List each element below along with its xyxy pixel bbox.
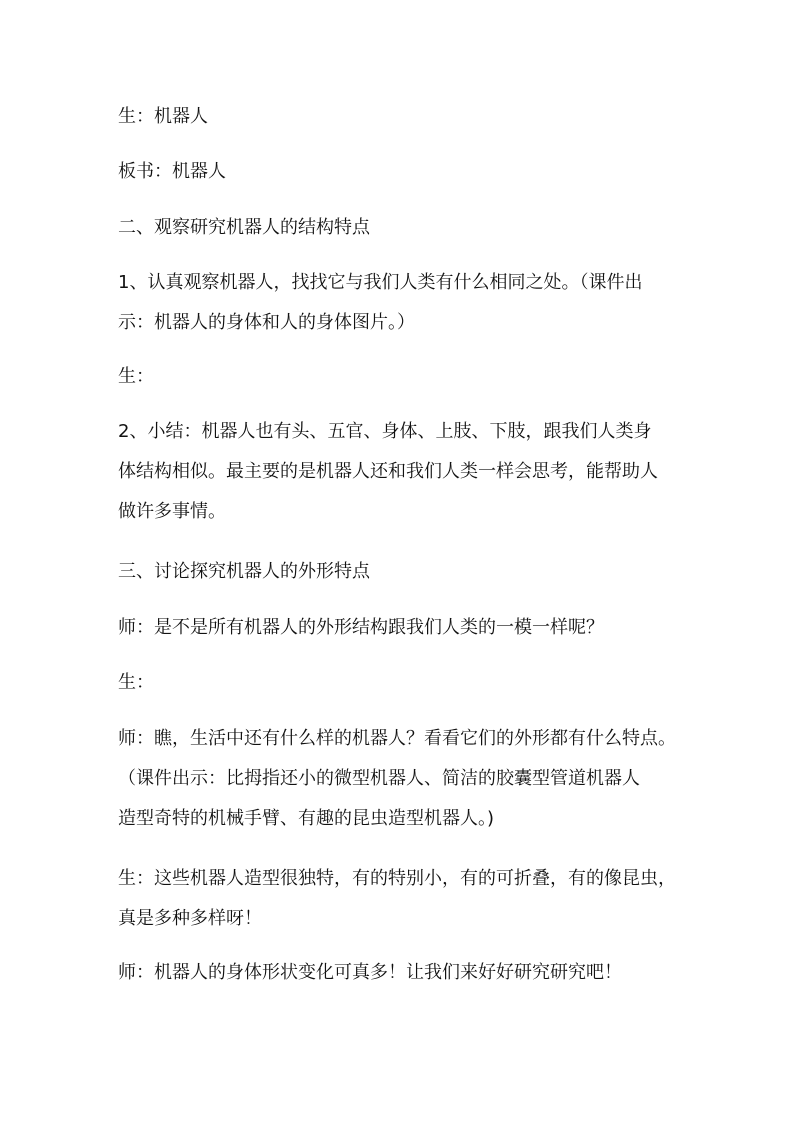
paragraph-student-answer-4 xyxy=(118,859,688,939)
text-line: 板书：机器人 xyxy=(118,161,226,182)
paragraph-teacher-question xyxy=(118,608,688,648)
text-line: 师：是不是所有机器人的外形结构跟我们人类的一模一样呢？ xyxy=(118,617,604,638)
text-line: 造型奇特的机械手臂、有趣的昆虫造型机器人。) xyxy=(118,808,495,829)
heading-section-2 xyxy=(118,208,688,248)
text-line: 生：机器人 xyxy=(118,106,208,127)
text-line: 示：机器人的身体和人的身体图片。） xyxy=(118,312,415,333)
text-line: 二、观察研究机器人的结构特点 xyxy=(118,217,370,238)
text-line: 生： xyxy=(118,672,154,693)
paragraph-teacher-conclusion xyxy=(118,953,688,993)
text-line: 真是多种多样呀！ xyxy=(118,908,262,929)
paragraph-summary xyxy=(118,412,688,532)
text-line: 做许多事情。 xyxy=(118,501,226,522)
text-line: 生：这些机器人造型很独特，有的特别小，有的可折叠，有的像昆虫， xyxy=(118,868,676,889)
text-line: 师：机器人的身体形状变化可真多！让我们来好好研究研究吧！ xyxy=(118,962,622,983)
text-line: 生： xyxy=(118,366,154,387)
paragraph-teacher-prompt xyxy=(118,719,688,839)
heading-section-3 xyxy=(118,552,688,592)
text-line: 2、小结：机器人也有头、五官、身体、上肢、下肢，跟我们人类身 xyxy=(118,421,652,442)
paragraph-student-answer-3 xyxy=(118,663,688,703)
text-line: 师：瞧，生活中还有什么样的机器人？看看它们的外形都有什么特点。 xyxy=(118,728,676,749)
text-line: 体结构相似。最主要的是机器人还和我们人类一样会思考，能帮助人 xyxy=(118,461,658,482)
paragraph-item-1 xyxy=(118,263,688,343)
paragraph-student-answer-1 xyxy=(118,97,688,137)
text-line: 1、认真观察机器人，找找它与我们人类有什么相同之处。（课件出 xyxy=(118,272,643,293)
text-line: （课件出示：比拇指还小的微型机器人、简洁的胶囊型管道机器人 xyxy=(118,768,640,789)
paragraph-board-writing xyxy=(118,152,688,192)
text-line: 三、讨论探究机器人的外形特点 xyxy=(118,561,370,582)
paragraph-student-answer-2 xyxy=(118,357,688,397)
